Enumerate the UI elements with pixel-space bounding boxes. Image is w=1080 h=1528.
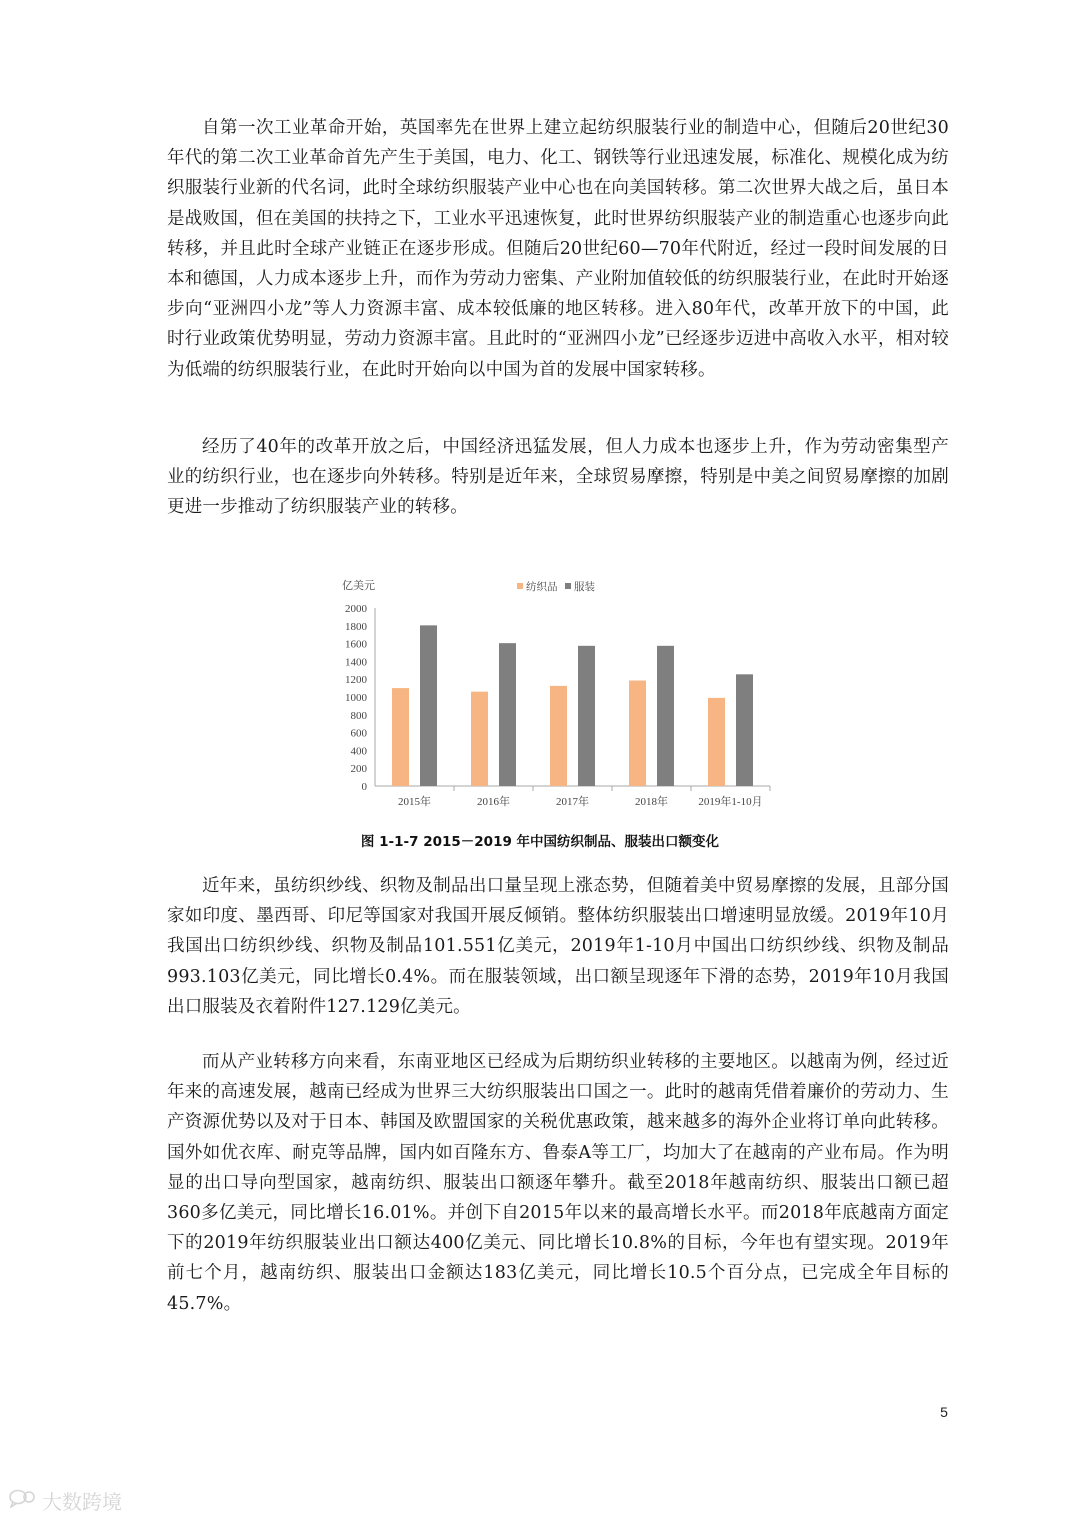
y-tick-label: 1400 (345, 656, 367, 669)
bar-textiles (392, 688, 409, 786)
y-tick-label: 1600 (345, 638, 367, 651)
bar-textiles (629, 681, 646, 786)
bar-textiles (708, 698, 725, 786)
y-tick-label: 200 (350, 763, 367, 776)
bar-textiles (471, 692, 488, 786)
y-tick-label: 2000 (345, 603, 367, 615)
legend-label-0: 纺织品 (526, 582, 558, 593)
legend-swatch-1 (565, 583, 571, 589)
x-tick-label: 2017年 (556, 796, 589, 808)
paragraph-1: 自第一次工业革命开始，英国率先在世界上建立起纺织服装行业的制造中心，但随后20世纪30年代的第二次工业革命首先产生于美国，电力、化工、钢铁等行业迅速发展，标准化、规模化成为纺织服装行业新的代名词，此时全球纺织服装产业中心也在向美国转移。第二次世界大战之后，虽日本是战败国，但在美国的扶持之下，工业水平迅速恢复，此时世界纺织服装产业的制造重心也逐步向此转移，并且此时全球产业链正在逐步形成。但随后20世纪60—70年代附近，经过一段时间发展的日本和德国，人力成本逐步上升，而作为劳动力密集、产业附加值较低的纺织服装行业，在此时开始逐步向“亚洲四小龙”等人力资源丰富、成本较低廉的地区转移。进入80年代，改革开放下的中国，此时行业政策优势明显，劳动力资源丰富。且此时的“亚洲四小龙”已经逐步迈进中高收入水平，相对较为低端的纺织服装行业，在此时开始向以中国为首的发展中国家转移。 (167, 118, 949, 380)
x-tick-label: 2019年1-10月 (698, 796, 763, 808)
y-tick-label: 0 (361, 781, 367, 793)
chat-bubble-icon (8, 1488, 38, 1513)
paragraph-4: 而从产业转移方向来看，东南亚地区已经成为后期纺织业转移的主要地区。以越南为例，经过近年来的高速发展，越南已经成为世界三大纺织服装出口国之一。此时的越南凭借着廉价的劳动力、生产资源优势以及对于日本、韩国及欧盟国家的关税优惠政策，越来越多的海外企业将订单向此转移。国外如优衣库、耐克等品牌，国内如百隆东方、鲁泰A等工厂，均加大了在越南的产业布局。作为明显的出口导向型国家，越南纺织、服装出口额逐年攀升。截至2018年越南纺织、服装出口额已超360多亿美元，同比增长16.01%。并创下自2015年以来的最高增长水平。而2018年底越南方面定下的2019年纺织服装业出口额达400亿美元、同比增长10.8%的目标，今年也有望实现。2019年前七个月，越南纺织、服装出口金额达183亿美元，同比增长10.5个百分点，已完成全年目标的45.7%。 (167, 1052, 949, 1314)
bar-apparel (578, 646, 595, 786)
watermark (8, 1486, 122, 1515)
y-tick-label: 600 (350, 727, 367, 740)
legend-label-1: 服装 (574, 582, 595, 593)
paragraph-2: 经历了40年的改革开放之后，中国经济迅猛发展，但人力成本也逐步上升，作为劳动密集型产业的纺织行业，也在逐步向外转移。特别是近年来，全球贸易摩擦，特别是中美之间贸易摩擦的加剧更进一步推动了纺织服装产业的转移。 (167, 437, 949, 518)
x-tick-label: 2016年 (477, 796, 510, 808)
bar-apparel (736, 674, 753, 786)
y-tick-label: 800 (350, 709, 367, 722)
y-axis-unit-label: 亿美元 (342, 580, 375, 592)
watermark-text: 大数跨境 (42, 1490, 122, 1514)
x-tick-label: 2018年 (635, 796, 668, 808)
y-tick-label: 1000 (345, 692, 367, 704)
export-bar-chart (330, 570, 790, 815)
y-tick-label: 400 (350, 745, 367, 758)
x-tick-label: 2015年 (398, 796, 431, 808)
bar-apparel (420, 625, 437, 786)
y-tick-label: 1800 (345, 620, 367, 633)
bar-apparel (499, 643, 516, 786)
bar-apparel (657, 646, 674, 786)
legend-swatch-0 (517, 583, 523, 589)
figure-caption: 图 1-1-7 2015－2019 年中国纺织制品、服装出口额变化 (360, 834, 720, 850)
bar-textiles (550, 686, 567, 786)
paragraph-3: 近年来，虽纺织纱线、织物及制品出口量呈现上涨态势，但随着美中贸易摩擦的发展，且部分国家如印度、墨西哥、印尼等国家对我国开展反倾销。整体纺织服装出口增速明显放缓。2019年10月我国出口纺织纱线、织物及制品101.551亿美元，2019年1-10月中国出口纺织纱线、织物及制品993.103亿美元，同比增长0.4%。而在服装领域，出口额呈现逐年下滑的态势，2019年10月我国出口服装及衣着附件127.129亿美元。 (167, 876, 949, 1017)
y-tick-label: 1200 (345, 674, 367, 687)
page-number: 5 (940, 1404, 948, 1420)
